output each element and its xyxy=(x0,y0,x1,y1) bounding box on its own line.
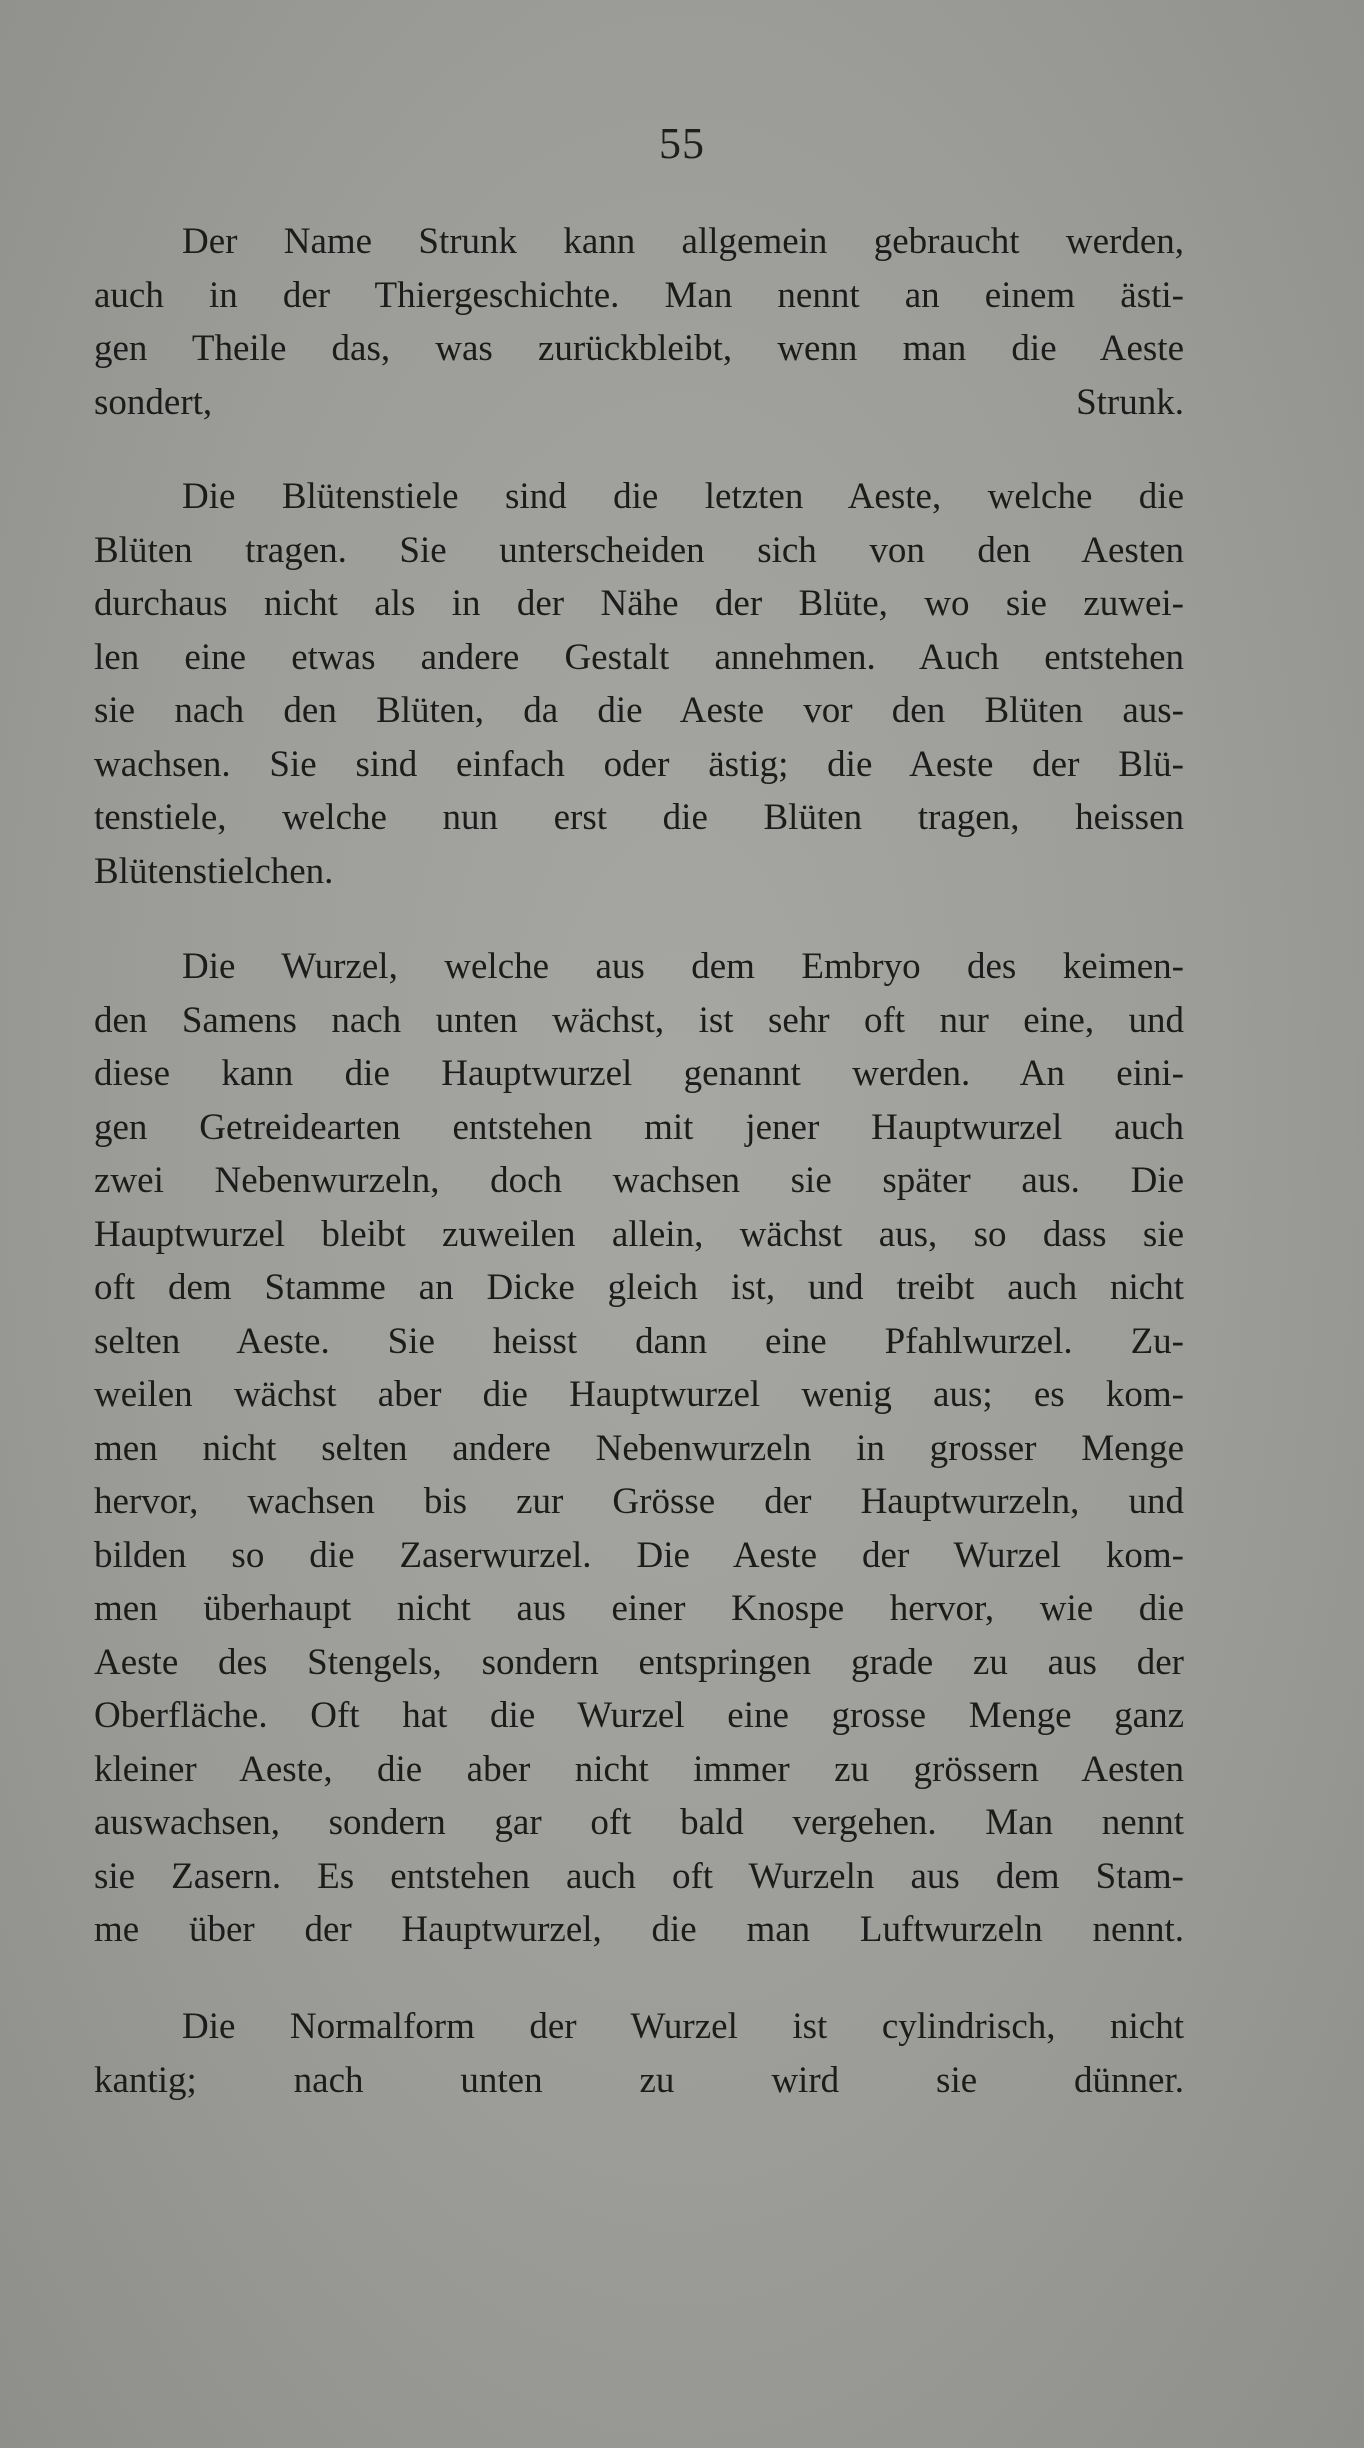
text-line: hervor, wachsen bis zur Grösse der Hauptwurzeln, und xyxy=(94,1481,1184,1522)
text-line: weilen wächst aber die Hauptwurzel wenig aus; es kom- xyxy=(94,1374,1184,1415)
text-line: sie nach den Blüten, da die Aeste vor den Blüten aus- xyxy=(94,690,1184,731)
text-line: bilden so die Zaserwurzel. Die Aeste der Wurzel kom- xyxy=(94,1534,1184,1576)
text-line: sondert, Strunk. xyxy=(94,381,1184,423)
text-line: sie Zasern. Es entstehen auch oft Wurzeln aus dem Stam- xyxy=(94,1855,1184,1897)
text-line: zwei Nebenwurzeln, doch wachsen sie später aus. Die xyxy=(94,1160,1184,1201)
text-line: Blütenstielchen. xyxy=(94,850,334,892)
text-line: Blüten tragen. Sie unterscheiden sich von den Aesten xyxy=(94,529,1184,571)
text-line: selten Aeste. Sie heisst dann eine Pfahlwurzel. Zu- xyxy=(94,1320,1184,1362)
text-line: den Samens nach unten wächst, ist sehr oft nur eine, und xyxy=(94,999,1184,1041)
text-line: kantig; nach unten zu wird sie dünner. xyxy=(94,2059,1184,2101)
text-line: len eine etwas andere Gestalt annehmen. Auch entstehen xyxy=(94,636,1184,678)
text-line: Die Wurzel, welche aus dem Embryo des keimen- xyxy=(182,946,1184,987)
text-line: Oberfläche. Oft hat die Wurzel eine grosse Menge ganz xyxy=(94,1695,1184,1736)
text-line: me über der Hauptwurzel, die man Luftwurzeln nennt. xyxy=(94,1909,1184,1950)
text-line: kleiner Aeste, die aber nicht immer zu grössern Aesten xyxy=(94,1748,1184,1790)
text-line: Die Blütenstiele sind die letzten Aeste, welche die xyxy=(182,476,1184,517)
text-line: gen Getreidearten entstehen mit jener Hauptwurzel auch xyxy=(94,1106,1184,1148)
text-line: durchaus nicht als in der Nähe der Blüte, wo sie zuwei- xyxy=(94,583,1184,624)
text-line: Die Normalform der Wurzel ist cylindrisch, nicht xyxy=(182,2006,1184,2047)
paragraph-wurzel xyxy=(94,940,1184,1957)
text-line: tenstiele, welche nun erst die Blüten tragen, heissen xyxy=(94,797,1184,838)
text-line: men überhaupt nicht aus einer Knospe hervor, wie die xyxy=(94,1588,1184,1629)
text-line: oft dem Stamme an Dicke gleich ist, und treibt auch nicht xyxy=(94,1267,1184,1308)
text-line: wachsen. Sie sind einfach oder ästig; die Aeste der Blü- xyxy=(94,743,1184,785)
paragraph-normalform xyxy=(94,2000,1184,2107)
paragraph-bluetenstiele xyxy=(94,470,1184,898)
paragraph-strunk xyxy=(94,215,1184,429)
text-line: men nicht selten andere Nebenwurzeln in grosser Menge xyxy=(94,1427,1184,1469)
text-line: Der Name Strunk kann allgemein gebraucht werden, xyxy=(182,221,1184,262)
page-number: 55 xyxy=(659,119,705,168)
text-line: auch in der Thiergeschichte. Man nennt an einem ästi- xyxy=(94,274,1184,316)
text-line: Hauptwurzel bleibt zuweilen allein, wächst aus, so dass sie xyxy=(94,1213,1184,1255)
text-line: gen Theile das, was zurückbleibt, wenn man die Aeste xyxy=(94,328,1184,369)
text-line: auswachsen, sondern gar oft bald vergehen. Man nennt xyxy=(94,1802,1184,1843)
text-line: diese kann die Hauptwurzel genannt werden. An eini- xyxy=(94,1053,1184,1094)
text-line: Aeste des Stengels, sondern entspringen grade zu aus der xyxy=(94,1641,1184,1683)
